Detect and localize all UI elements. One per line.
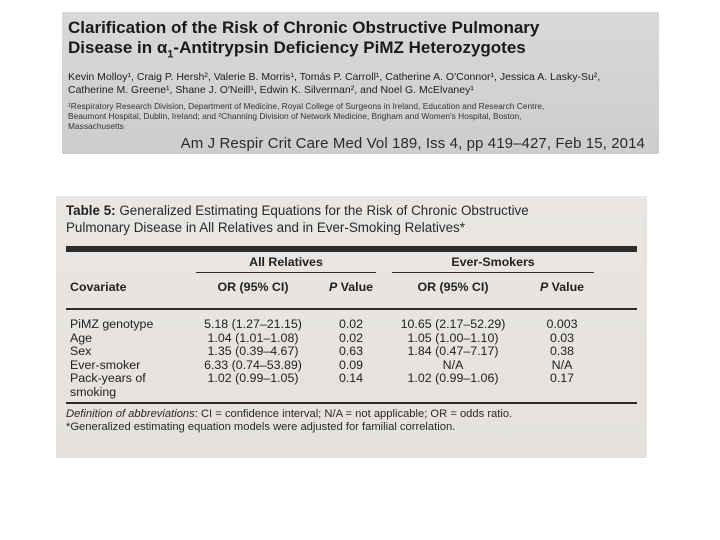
table-row <box>66 372 637 399</box>
col-or-all: OR (95% CI) <box>217 280 289 294</box>
col-or-smokers: OR (95% CI) <box>417 280 489 294</box>
group-all-label: All Relatives <box>196 255 376 273</box>
col-p-all <box>318 280 384 294</box>
col-p-smk-italic: P <box>539 280 549 294</box>
authors-line2: Catherine M. Greene¹, Shane J. O'Neill¹, Edwin K. Silverman², and Noel G. McElvaney¹ <box>68 84 474 97</box>
table-label: Table 5: <box>66 203 116 218</box>
cell-p-all: 0.63 <box>338 344 364 358</box>
paper-title-line2-a: Disease in α <box>68 38 168 57</box>
cell-p-all: 0.09 <box>338 357 364 372</box>
cell-or-all: 1.02 (0.99–1.05) <box>207 371 299 385</box>
cell-or-all: 1.35 (0.39–4.67) <box>207 344 299 358</box>
cell-or-all: 1.04 (1.01–1.08) <box>207 330 299 345</box>
table-row <box>66 359 637 373</box>
paper-title <box>68 18 651 64</box>
cell-p-smokers: 0.03 <box>549 330 575 345</box>
paper-affiliations <box>68 101 651 131</box>
table-row <box>66 345 637 359</box>
cell-or-smokers: N/A <box>442 357 464 372</box>
paper-authors <box>68 71 651 97</box>
affiliation-line3: Massachusetts <box>68 121 124 132</box>
paper-header-scan <box>62 12 659 154</box>
cell-or-all: 5.18 (1.27–21.15) <box>204 317 302 331</box>
col-covariate: Covariate <box>70 280 127 294</box>
table-header-rule <box>66 308 637 310</box>
col-p-smokers <box>522 280 602 294</box>
affiliation-line1: ¹Respiratory Research Division, Department of Medicine, Royal College of Surgeons in Ireland, Education and Research Centre, <box>68 101 545 112</box>
cell-p-smokers: 0.003 <box>546 317 578 331</box>
footnote-abbreviations <box>66 408 637 421</box>
table-group-header <box>66 252 637 276</box>
cell-p-smokers: 0.17 <box>549 371 575 385</box>
cell-or-smokers: 1.84 (0.47–7.17) <box>407 344 499 358</box>
cell-covariate: PiMZ genotype <box>70 317 154 331</box>
paper-title-line1: Clarification of the Risk of Chronic Obstructive Pulmonary <box>68 18 540 37</box>
table-body <box>66 318 637 399</box>
cell-or-smokers: 1.05 (1.00–1.10) <box>407 330 499 345</box>
table-title <box>66 202 637 236</box>
group-ever-smokers <box>384 255 602 273</box>
table-title-line2: Pulmonary Disease in All Relatives and in Ever-Smoking Relatives* <box>66 220 465 235</box>
cell-p-smokers: N/A <box>551 357 573 372</box>
table-scan <box>56 196 647 458</box>
cell-covariate: Age <box>70 330 93 345</box>
cell-or-smokers: 1.02 (0.99–1.06) <box>407 371 499 385</box>
authors-line1: Kevin Molloy¹, Craig P. Hersh², Valerie B. Morris¹, Tomás P. Carroll¹, Catherine A. O'Connor¹, Jessica A. Lasky-Su², <box>68 71 601 84</box>
col-p-all-italic: P <box>328 280 338 294</box>
group-smokers-label: Ever-Smokers <box>392 255 594 273</box>
cell-covariate: Ever-smoker <box>70 357 141 372</box>
cell-p-all: 0.02 <box>338 330 364 345</box>
cell-covariate: Sex <box>70 344 92 358</box>
cell-p-smokers: 0.38 <box>549 344 575 358</box>
footnote-def-label: Definition of abbreviations <box>66 408 195 420</box>
cell-or-all: 6.33 (0.74–53.89) <box>204 357 302 372</box>
table-bottom-rule <box>66 402 637 404</box>
journal-citation: Am J Respir Crit Care Med Vol 189, Iss 4, pp 419–427, Feb 15, 2014 <box>180 135 645 152</box>
footnote-star: *Generalized estimating equation models were adjusted for familial correlation. <box>66 421 456 433</box>
table-row <box>66 318 637 332</box>
col-p-smk-suffix: Value <box>548 280 585 294</box>
paper-title-subscript: 1 <box>167 48 174 61</box>
table-row <box>66 332 637 346</box>
footnote-def-text: : CI = confidence interval; N/A = not applicable; OR = odds ratio. <box>194 408 513 420</box>
cell-p-all: 0.02 <box>338 317 364 331</box>
affiliation-line2: Beaumont Hospital, Dublin, Ireland; and ²Channing Division of Network Medicine, Brigham and Women's Hospital, Boston, <box>68 111 522 122</box>
cell-p-all: 0.14 <box>338 371 364 385</box>
table-column-header <box>66 276 637 298</box>
group-all-relatives <box>188 255 384 273</box>
table-title-line1: Generalized Estimating Equations for the Risk of Chronic Obstructive <box>119 203 529 218</box>
table-footnotes <box>66 408 637 434</box>
cell-or-smokers: 10.65 (2.17–52.29) <box>400 317 506 331</box>
col-p-all-suffix: Value <box>337 280 374 294</box>
paper-title-line2-b: -Antitrypsin Deficiency PiMZ Heterozygotes <box>173 38 526 57</box>
cell-covariate: Pack-years of smoking <box>70 371 146 399</box>
